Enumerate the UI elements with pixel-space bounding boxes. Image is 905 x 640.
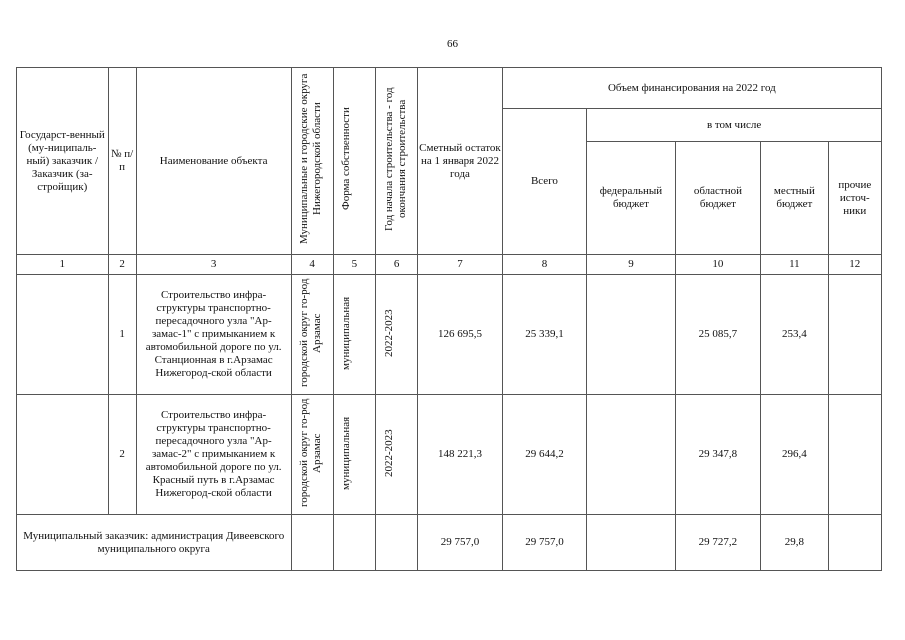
- column-number: 9: [587, 255, 676, 275]
- table-row: [17, 275, 882, 395]
- column-number: 6: [376, 255, 418, 275]
- row-object-name: Строительство инфра-структуры транспортно-пересадочного узла "Ар-замас-2" с примыканием к автомобильной дороге по ул. Красный путь в г.Арзамас Нижегород-ской области: [136, 395, 291, 515]
- row-total: 25 339,1: [502, 275, 586, 395]
- row-balance: 148 221,3: [418, 395, 502, 515]
- header-customer: Государст-венный (му-ниципаль-ный) заказчик / Заказчик (за-стройщик): [17, 68, 109, 255]
- row-years: [376, 275, 418, 395]
- row-other: [828, 395, 881, 515]
- column-number: 11: [761, 255, 828, 275]
- header-municipalities: [291, 68, 333, 255]
- financing-table: [16, 67, 882, 571]
- row-municipality-text: городской округ го-род Арзамас: [298, 398, 324, 507]
- row-other: [828, 275, 881, 395]
- header-other: прочие источ-ники: [828, 142, 881, 255]
- row-customer: [17, 395, 109, 515]
- header-ownership: [333, 68, 375, 255]
- row-federal: [587, 395, 676, 515]
- total-row-balance: 29 757,0: [418, 515, 502, 571]
- total-row-label: Муниципальный заказчик: администрация Дивеевского муниципального округа: [17, 515, 292, 571]
- row-num: 1: [108, 275, 136, 395]
- header-years: [376, 68, 418, 255]
- row-federal: [587, 275, 676, 395]
- column-number: 5: [333, 255, 375, 275]
- column-number: 1: [17, 255, 109, 275]
- header-total: Всего: [502, 109, 586, 255]
- row-regional: 29 347,8: [675, 395, 760, 515]
- row-customer: [17, 275, 109, 395]
- total-row-empty: [333, 515, 375, 571]
- header-regional: областной бюджет: [675, 142, 760, 255]
- column-number-row: [17, 255, 882, 275]
- row-municipality-text: городской округ го-род Арзамас: [298, 278, 324, 387]
- row-local: 253,4: [761, 275, 828, 395]
- column-number: 12: [828, 255, 881, 275]
- header-municipalities-text: Муниципальные и городские округа Нижегородской области: [298, 73, 324, 245]
- header-balance: Сметный остаток на 1 января 2022 года: [418, 68, 502, 255]
- row-municipality: [291, 395, 333, 515]
- header-including: в том числе: [587, 109, 882, 142]
- row-regional: 25 085,7: [675, 275, 760, 395]
- total-row-other: [828, 515, 881, 571]
- row-ownership: [333, 395, 375, 515]
- row-num: 2: [108, 395, 136, 515]
- header-financing: Объем финансирования на 2022 год: [502, 68, 881, 109]
- row-balance: 126 695,5: [418, 275, 502, 395]
- header-years-text: Год начала строительства - год окончания строительства: [382, 87, 408, 231]
- total-row-regional: 29 727,2: [675, 515, 760, 571]
- column-number: 8: [502, 255, 586, 275]
- total-row-federal: [587, 515, 676, 571]
- row-municipality: [291, 275, 333, 395]
- column-number: 10: [675, 255, 760, 275]
- row-years: [376, 395, 418, 515]
- table-row: [17, 395, 882, 515]
- page-number: 66: [447, 38, 458, 50]
- column-number: 3: [136, 255, 291, 275]
- column-number: 2: [108, 255, 136, 275]
- total-row-empty: [291, 515, 333, 571]
- total-row-local: 29,8: [761, 515, 828, 571]
- row-total: 29 644,2: [502, 395, 586, 515]
- row-local: 296,4: [761, 395, 828, 515]
- column-number: 7: [418, 255, 502, 275]
- row-years-text: 2022-2023: [382, 308, 395, 357]
- row-object-name: Строительство инфра-структуры транспортно-пересадочного узла "Ар-замас-1" с примыканием к автомобильной дороге по ул. Станционная в г.Арзамас Нижегород-ской области: [136, 275, 291, 395]
- row-ownership-text: муниципальная: [340, 415, 353, 490]
- total-row-empty: [376, 515, 418, 571]
- header-federal: федеральный бюджет: [587, 142, 676, 255]
- total-row: [17, 515, 882, 571]
- total-row-total: 29 757,0: [502, 515, 586, 571]
- header-local: местный бюджет: [761, 142, 828, 255]
- column-number: 4: [291, 255, 333, 275]
- row-ownership-text: муниципальная: [340, 295, 353, 370]
- row-ownership: [333, 275, 375, 395]
- row-years-text: 2022-2023: [382, 428, 395, 477]
- header-ownership-text: Форма собственности: [340, 107, 353, 211]
- header-object-name: Наименование объекта: [136, 68, 291, 255]
- header-num: № п/п: [108, 68, 136, 255]
